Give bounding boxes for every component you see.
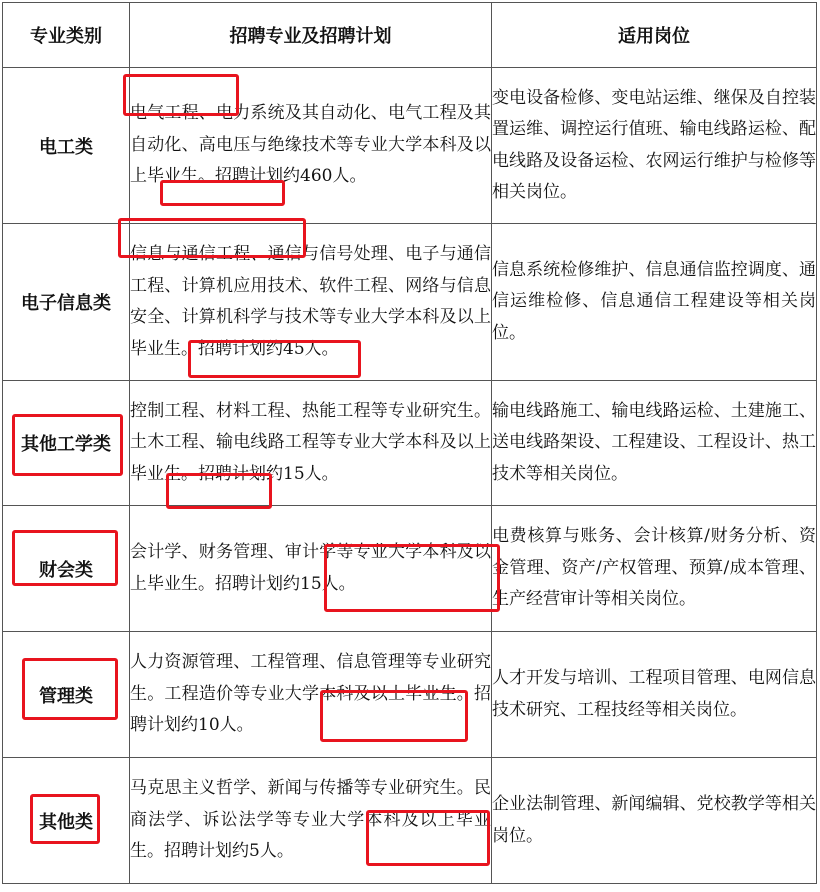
category-label: 电子信息类 — [21, 293, 111, 314]
table-row — [3, 224, 817, 381]
category-label: 财会类 — [39, 559, 93, 581]
majors-cell: 马克思主义哲学、新闻与传播等专业研究生。民商法学、诉讼法学等专业大学本科及以上毕业生。招聘计划约5人。 — [130, 758, 492, 884]
header-majors: 招聘专业及招聘计划 — [130, 3, 492, 68]
table-row — [3, 758, 817, 884]
table-row — [3, 506, 817, 632]
category-label: 电工类 — [39, 136, 93, 158]
table-row — [3, 632, 817, 758]
category-label: 其他工学类 — [21, 434, 111, 455]
majors-cell: 会计学、财务管理、审计学等专业大学本科及以上毕业生。招聘计划约15人。 — [130, 506, 492, 632]
recruitment-table — [2, 2, 817, 884]
category-cell — [3, 68, 130, 224]
category-cell — [3, 758, 130, 884]
majors-cell: 人力资源管理、工程管理、信息管理等专业研究生。工程造价等专业大学本科及以上毕业生。招聘计划约10人。 — [130, 632, 492, 758]
posts-cell: 电费核算与账务、会计核算/财务分析、资金管理、资产/产权管理、预算/成本管理、生产经营审计等相关岗位。 — [492, 506, 817, 632]
posts-cell: 企业法制管理、新闻编辑、党校教学等相关岗位。 — [492, 758, 817, 884]
category-cell — [3, 381, 130, 506]
majors-cell: 电气工程、电力系统及其自动化、电气工程及其自动化、高电压与绝缘技术等专业大学本科及以上毕业生。招聘计划约460人。 — [130, 68, 492, 224]
table-row — [3, 68, 817, 224]
category-cell — [3, 224, 130, 381]
table-row — [3, 381, 817, 506]
category-label: 管理类 — [39, 685, 93, 707]
category-label: 其他类 — [39, 811, 93, 833]
posts-cell: 信息系统检修维护、信息通信监控调度、通信运维检修、信息通信工程建设等相关岗位。 — [492, 224, 817, 381]
majors-cell: 信息与通信工程、通信与信号处理、电子与通信工程、计算机应用技术、软件工程、网络与信息安全、计算机科学与技术等专业大学本科及以上毕业生。招聘计划约45人。 — [130, 224, 492, 381]
header-category: 专业类别 — [3, 3, 130, 68]
posts-cell: 人才开发与培训、工程项目管理、电网信息技术研究、工程技经等相关岗位。 — [492, 632, 817, 758]
posts-cell: 输电线路施工、输电线路运检、土建施工、送电线路架设、工程建设、工程设计、热工技术等相关岗位。 — [492, 381, 817, 506]
posts-cell: 变电设备检修、变电站运维、继保及自控装置运维、调控运行值班、输电线路运检、配电线路及设备运检、农网运行维护与检修等相关岗位。 — [492, 68, 817, 224]
category-cell — [3, 506, 130, 632]
category-cell — [3, 632, 130, 758]
majors-cell: 控制工程、材料工程、热能工程等专业研究生。土木工程、输电线路工程等专业大学本科及以上毕业生。招聘计划约15人。 — [130, 381, 492, 506]
header-row — [3, 3, 817, 68]
header-posts: 适用岗位 — [492, 3, 817, 68]
